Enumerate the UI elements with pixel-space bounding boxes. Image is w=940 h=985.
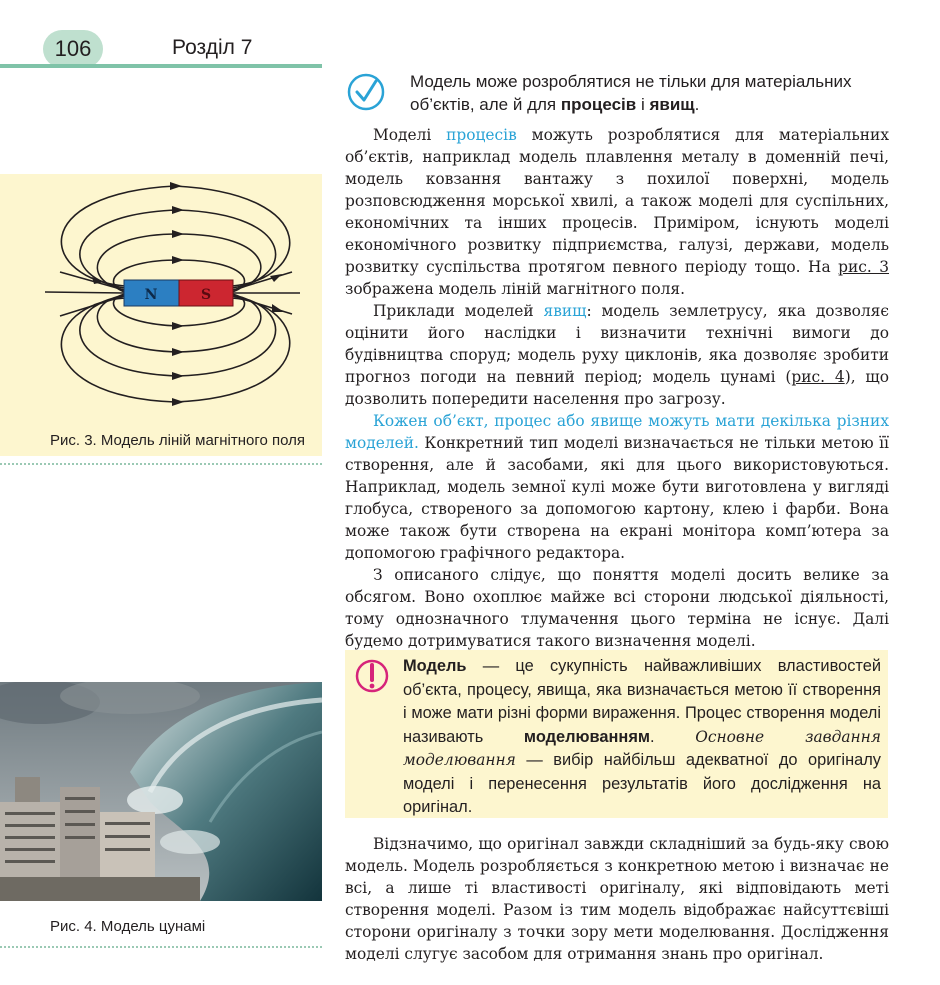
dotted-divider bbox=[0, 463, 322, 465]
field-arrow bbox=[172, 206, 184, 214]
body-text-bottom bbox=[345, 833, 889, 965]
magnet-south-label: S bbox=[200, 287, 212, 303]
field-arrow bbox=[170, 182, 182, 190]
dotted-divider bbox=[0, 946, 322, 948]
figure-4-caption: Рис. 4. Модель цунамі bbox=[50, 918, 206, 935]
page-number: 106 bbox=[43, 30, 103, 68]
field-arrow bbox=[172, 398, 184, 406]
paragraph-processes: Моделі процесів можуть розроблятися для матеріальних об’єктів, наприклад модель плавлення металу в доменній печі, модель ковзання вантажу з похилої поверхні, модель розповсюдження морської хвилі, а також моделі для суспільних, економічних та інших процесів. Приміром, існують моделі економічного розвитку підприємства, галузі, держави, модель розвитку суспільства протягом певного періоду тощо. На рис. 3 зображена модель ліній магнітного поля. bbox=[345, 126, 889, 298]
tsunami-photo bbox=[0, 682, 322, 901]
field-arrow bbox=[270, 274, 282, 282]
definition-text: Модель — це сукупність найважливіших властивостей об’єкта, процесу, явища, яка визначається метою її створення і може мати різні форми вираження. Процес створення моделі називають моделюванням. Основне завдання моделювання — вибір найбільш адекватної до оригіналу моделі і перенесення результатів його дослідження на оригінал. bbox=[403, 657, 881, 816]
field-arrow bbox=[172, 230, 184, 238]
field-line bbox=[45, 292, 124, 293]
header-rule bbox=[0, 64, 322, 68]
figure-4-reference[interactable]: рис. 4 bbox=[791, 368, 845, 386]
paragraph-definition-intro: З описаного слідує, що поняття моделі досить велике за обсягом. Воно охоплює майже всі сторони людської діяльності, тому однозначного тлумачення цього терміна не існує. Далі будемо дотримуватися такого визначення моделі. bbox=[345, 566, 889, 650]
field-arrow bbox=[172, 348, 184, 356]
body-text bbox=[345, 124, 889, 652]
exclamation-icon bbox=[354, 656, 390, 696]
paragraph-original: Відзначимо, що оригінал завжди складніший за будь-яку свою модель. Модель розробляється з конкретною метою і визначає не всі, а лише ті властивості оригіналу, які відповідають меті створення моделі. Разом із тим модель відображає найсуттєвіші сторони оригіналу з точки зору мети моделювання. Дослідження моделі слугує засобом для отримання знань про оригінал. bbox=[345, 835, 889, 963]
paragraph-multiple-models: Кожен об’єкт, процес або явище можуть мати декілька різних моделей. Конкретний тип моделі визначається не тільки метою її створення, але й засобами, які для цього використовуються. Наприклад, модель земної кулі може бути виготовлена у вигляді глобуса, створеного за допомогою картону, клею і фарби. Вона може також бути створена на екрані монітора комп’ютера за допомогою графічного редактора. bbox=[345, 412, 889, 562]
figure-3-caption: Рис. 3. Модель ліній магнітного поля bbox=[50, 432, 306, 449]
chapter-title: Розділ 7 bbox=[172, 36, 253, 59]
callout-text: Модель може розроблятися не тільки для матеріальних об’єктів, але й для процесів і явищ. bbox=[410, 72, 852, 114]
magnetic-field-diagram bbox=[0, 174, 322, 424]
field-line bbox=[233, 296, 292, 314]
field-arrow bbox=[172, 322, 184, 330]
checkmark-icon bbox=[346, 72, 386, 112]
field-arrow bbox=[172, 372, 184, 380]
paragraph-phenomena: Приклади моделей явищ: модель землетрусу, яка дозволяє оцінити його наслідки і визначити технічні вимоги до будівництва споруд; модель руху циклонів, яка дозволяє зробити прогноз погоди на певний період; модель цунамі (рис. 4), що дозволить попередити населення про загрозу. bbox=[345, 302, 890, 408]
figure-3-reference[interactable]: рис. 3 bbox=[838, 258, 889, 276]
magnet-north-label: N bbox=[144, 287, 158, 303]
field-arrow bbox=[172, 256, 184, 264]
